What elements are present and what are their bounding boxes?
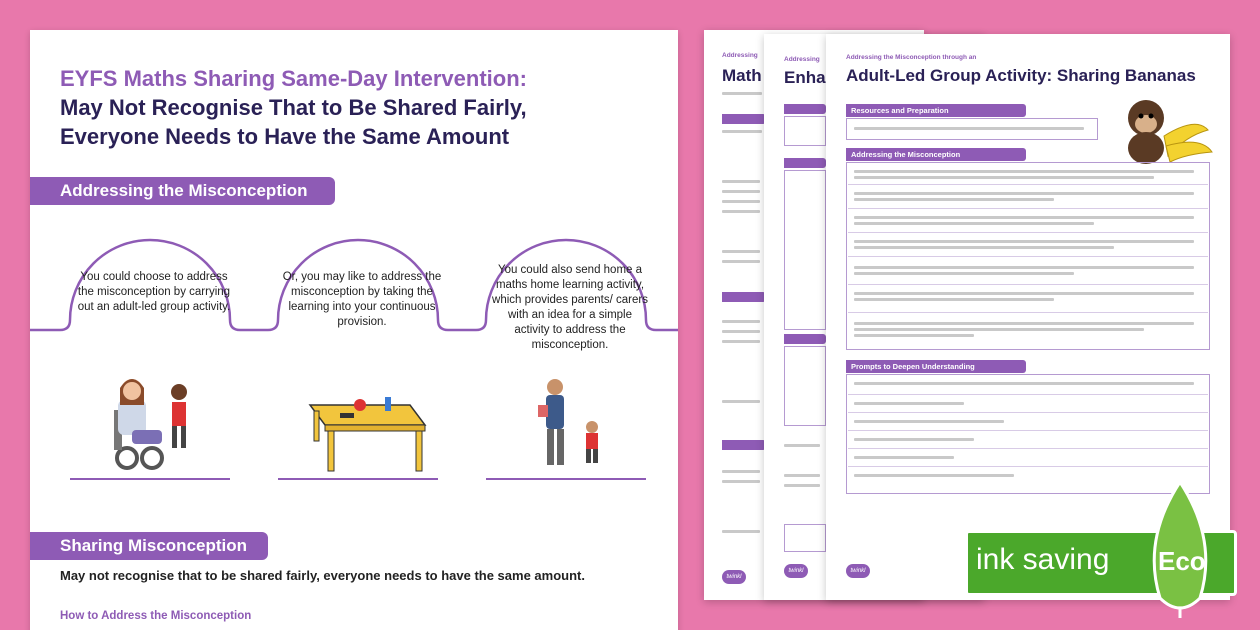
row-divider	[848, 232, 1208, 233]
title-line-2: May Not Recognise That to Be Shared Fairly,	[60, 95, 527, 120]
text-line	[854, 198, 1054, 201]
row-divider	[848, 412, 1208, 413]
section-heading-sharing: Sharing Misconception	[30, 532, 268, 560]
section-bar	[722, 114, 766, 124]
title-line-1: EYFS Maths Sharing Same-Day Intervention:	[60, 66, 527, 91]
content-box	[784, 346, 826, 426]
row-divider	[848, 184, 1208, 185]
section-bar	[784, 158, 826, 168]
row-divider	[848, 208, 1208, 209]
row-divider	[848, 430, 1208, 431]
ink-saving-label: ink saving	[976, 543, 1110, 576]
text-line	[854, 127, 1084, 130]
text-line	[854, 298, 1054, 301]
row-divider	[848, 448, 1208, 449]
page2-small-label: Addressing	[784, 56, 820, 63]
title-line-3: Everyone Needs to Have the Same Amount	[60, 124, 510, 149]
text-line	[854, 334, 974, 337]
text-line	[854, 222, 1094, 225]
section-bar	[722, 440, 766, 450]
text-line	[854, 382, 1194, 385]
text-line	[722, 330, 760, 333]
misconception-text: May not recognise that to be shared fairly, everyone needs to have the same amount.	[60, 568, 585, 583]
text-line	[854, 420, 1004, 423]
text-line	[722, 200, 760, 203]
main-document-page	[30, 30, 678, 630]
page1-small-label: Addressing the Misconception through an	[846, 54, 977, 61]
page2-title: Enha	[784, 68, 826, 87]
row-divider	[848, 284, 1208, 285]
section-bar	[784, 104, 826, 114]
content-box	[784, 524, 826, 552]
section-bar	[722, 292, 766, 302]
text-line	[722, 130, 762, 133]
text-line	[854, 266, 1194, 269]
text-line	[722, 400, 760, 403]
text-line	[722, 210, 760, 213]
text-line	[854, 456, 954, 459]
option-underline-3	[486, 478, 646, 480]
text-line	[854, 240, 1194, 243]
text-line	[722, 320, 760, 323]
text-line	[854, 176, 1154, 179]
text-line	[854, 438, 974, 441]
text-line	[854, 216, 1194, 219]
brand-logo: twinkl	[846, 564, 870, 578]
document-title	[60, 64, 660, 151]
eco-label: Eco	[1158, 546, 1206, 576]
text-line	[722, 180, 760, 183]
parent-child-illustration	[520, 375, 620, 475]
row-divider	[848, 466, 1208, 467]
text-line	[854, 322, 1194, 325]
text-line	[722, 190, 760, 193]
text-line	[722, 530, 760, 533]
row-divider	[848, 256, 1208, 257]
option-text-1: You could choose to address the misconception by carrying out an adult-led group activity.	[77, 271, 231, 313]
text-line	[722, 470, 760, 473]
text-line	[722, 92, 762, 95]
text-line	[722, 340, 760, 343]
content-box	[784, 170, 826, 330]
section-heading-addressing: Addressing the Misconception	[30, 177, 335, 205]
page3-title: Math	[722, 66, 762, 85]
row-divider	[848, 394, 1208, 395]
option-underline-2	[278, 478, 438, 480]
text-line	[854, 292, 1194, 295]
text-line	[722, 250, 760, 253]
text-line	[854, 246, 1114, 249]
text-line	[784, 444, 820, 447]
text-line	[854, 272, 1074, 275]
page1-section-addressing: Addressing the Misconception	[846, 148, 1026, 161]
page1-section-resources: Resources and Preparation	[846, 104, 1026, 117]
text-line	[854, 192, 1194, 195]
text-line	[784, 484, 820, 487]
page3-small-label: Addressing	[722, 52, 758, 59]
row-divider	[848, 312, 1208, 313]
page1-title: Adult-Led Group Activity: Sharing Bananas	[846, 66, 1196, 85]
monkey-bananas-illustration	[1116, 96, 1216, 166]
brand-logo: twinkl	[784, 564, 808, 578]
content-box	[784, 116, 826, 146]
text-line	[854, 170, 1194, 173]
adult-child-illustration	[92, 360, 202, 470]
text-line	[854, 474, 1014, 477]
how-to-heading: How to Address the Misconception	[60, 610, 252, 622]
brand-logo: twinkl	[722, 570, 746, 584]
text-line	[722, 260, 760, 263]
text-line	[854, 402, 964, 405]
option-text-2: Or, you may like to address the misconception by taking the learning into your continuous provision.	[282, 271, 442, 328]
page1-section-prompts: Prompts to Deepen Understanding	[846, 360, 1026, 373]
text-line	[854, 328, 1144, 331]
table-illustration	[300, 375, 430, 475]
text-line	[784, 474, 820, 477]
section-bar	[784, 334, 826, 344]
option-text-3: You could also send home a maths home learning activity, which provides parents/ carers with an idea for a simple activity to address the misconception.	[492, 264, 648, 351]
option-underline-1	[70, 478, 230, 480]
text-line	[722, 480, 760, 483]
